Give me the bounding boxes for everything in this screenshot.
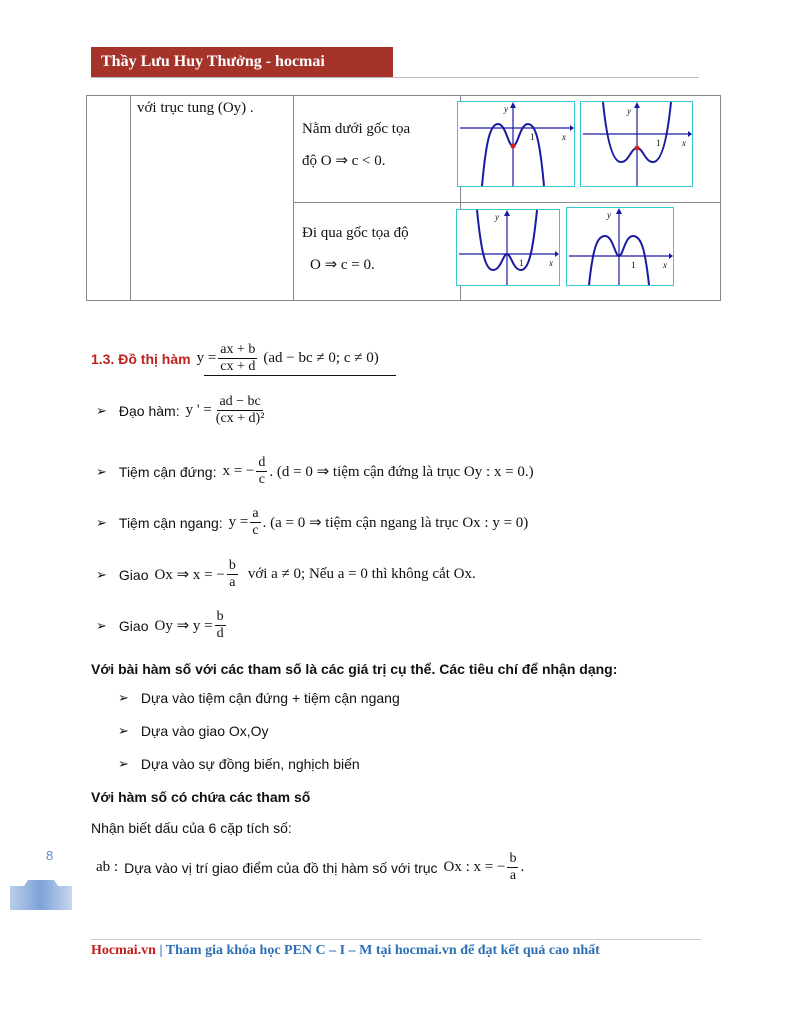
ab-text: Dựa vào vị trí giao điểm của đồ thị hàm số với trục <box>124 859 438 876</box>
graph-4 <box>566 207 674 286</box>
params-ab-line <box>96 851 524 884</box>
vertical-num: d <box>258 455 266 470</box>
graph1-one-label: 1 <box>530 132 535 142</box>
vertical-note: . (d = 0 ⇒ tiệm cận đứng là trục Oy : x = 0.) <box>269 464 534 480</box>
graph4-y-label: y <box>607 210 611 220</box>
section-title-line <box>91 342 379 375</box>
horizontal-lhs: y = <box>228 514 249 530</box>
header-divider <box>91 77 699 78</box>
vertical-lhs: x = − <box>222 463 255 479</box>
footer-brand-link[interactable]: Hocmai.vn <box>91 943 156 958</box>
ox-note: với a ≠ 0; Nếu a = 0 thì không cắt Ox. <box>247 566 476 582</box>
ox-lhs: Ox ⇒ x = − <box>154 567 225 583</box>
arrow-bullet-icon: ➢ <box>118 723 129 738</box>
specific-item-3 <box>118 756 360 772</box>
graph-3 <box>456 209 560 286</box>
ab-end: . <box>520 859 525 875</box>
table-row2-condition <box>294 203 461 301</box>
ox-den: a <box>229 575 236 590</box>
graph4-one-label: 1 <box>631 260 636 270</box>
arrow-bullet-icon: ➢ <box>96 514 107 530</box>
oy-lhs: Oy ⇒ y = <box>154 618 213 634</box>
bullet-vertical-asymptote <box>96 455 534 488</box>
section-func-fraction <box>218 342 257 375</box>
oy-den: d <box>216 626 224 641</box>
table-description-text: với trục tung <box>137 100 215 116</box>
arrow-bullet-icon: ➢ <box>118 690 129 705</box>
ab-fraction <box>507 851 518 884</box>
graph2-one-label: 1 <box>656 138 661 148</box>
graph3-one-label: 1 <box>519 258 524 268</box>
bullet-intersection-oy <box>96 609 228 642</box>
row1-line2-prefix: độ <box>302 153 317 169</box>
footer <box>91 943 600 959</box>
params-heading: Với hàm số có chứa các tham số <box>91 789 311 805</box>
horizontal-num: a <box>252 506 259 521</box>
arrow-bullet-icon: ➢ <box>96 617 107 633</box>
section-underline <box>204 375 396 376</box>
oy-num: b <box>216 609 224 624</box>
derivative-label: Đạo hàm: <box>118 402 180 419</box>
ab-den: a <box>509 868 517 883</box>
horizontal-note: . (a = 0 ⇒ tiệm cận ngang là trục Ox : y = 0) <box>262 515 529 531</box>
header-title: Thầy Lưu Huy Thưởng - hocmai <box>101 53 325 70</box>
row1-math: O ⇒ c < 0. <box>320 153 386 169</box>
graph2-y-label: y <box>627 106 631 116</box>
ox-fraction <box>227 558 238 591</box>
oy-fraction <box>215 609 226 642</box>
graph4-x-label: x <box>663 260 667 270</box>
row2-line1: Đi qua gốc tọa độ <box>302 225 409 241</box>
bullet-derivative <box>96 394 268 427</box>
section-title: 1.3. Đồ thị hàm <box>91 350 191 367</box>
graph-2 <box>580 101 693 187</box>
specific-item-2-text: Dựa vào giao Ox,Oy <box>140 723 269 739</box>
table-col-description <box>131 96 294 301</box>
horizontal-label: Tiệm cận ngang: <box>118 514 223 531</box>
ab-label: ab : <box>96 859 119 875</box>
derivative-num: ad − bc <box>219 394 261 409</box>
row2-math: O ⇒ c = 0. <box>310 257 375 273</box>
page-number: 8 <box>46 848 54 863</box>
ab-num: b <box>509 851 517 866</box>
section-func-lhs: y = <box>196 350 217 366</box>
ox-num: b <box>228 558 236 573</box>
row1-line1: Nằm dưới gốc tọa <box>302 121 411 137</box>
horizontal-fraction <box>250 506 260 539</box>
arrow-bullet-icon: ➢ <box>96 402 107 418</box>
vertical-den: c <box>258 472 265 487</box>
arrow-bullet-icon: ➢ <box>118 756 129 771</box>
bullet-intersection-ox <box>96 558 476 591</box>
oy-label: Giao <box>118 617 149 634</box>
specific-heading: Với bài hàm số với các tham số là các giá trị cụ thể. Các tiêu chí để nhận dạng: <box>91 661 618 677</box>
vertical-label: Tiệm cận đứng: <box>118 463 217 480</box>
graph-1 <box>457 101 575 187</box>
specific-item-3-text: Dựa vào sự đồng biến, nghịch biến <box>140 756 360 772</box>
horizontal-den: c <box>252 523 259 538</box>
section-func-num: ax + b <box>220 342 256 357</box>
graph3-x-label: x <box>549 258 553 268</box>
footer-separator: | <box>159 943 163 958</box>
params-intro: Nhận biết dấu của 6 cặp tích số: <box>91 820 292 836</box>
section-func-cond: (ad − bc ≠ 0; c ≠ 0) <box>263 350 379 366</box>
arrow-bullet-icon: ➢ <box>96 566 107 582</box>
graph1-y-label: y <box>504 104 508 114</box>
graph2-x-label: x <box>682 138 686 148</box>
footer-divider <box>91 939 701 940</box>
table-description-axis: (Oy) . <box>217 100 254 116</box>
bullet-horizontal-asymptote <box>96 506 528 539</box>
arrow-bullet-icon: ➢ <box>96 463 107 479</box>
specific-item-1 <box>118 690 400 706</box>
ox-label: Giao <box>118 566 149 583</box>
page-tab-decoration <box>10 880 72 910</box>
ab-lhs: Ox : x = − <box>443 859 506 875</box>
section-func-den: cx + d <box>220 359 256 374</box>
vertical-fraction <box>256 455 267 488</box>
derivative-fraction <box>214 394 267 427</box>
specific-item-1-text: Dựa vào tiệm cận đứng + tiệm cận ngang <box>140 690 400 706</box>
derivative-den: (cx + d)² <box>215 411 265 426</box>
table-row1-condition <box>294 96 461 203</box>
graph1-x-label: x <box>562 132 566 142</box>
table-col-empty <box>87 96 131 301</box>
specific-item-2 <box>118 723 269 739</box>
derivative-lhs: y ' = <box>185 402 212 418</box>
graph3-y-label: y <box>495 212 499 222</box>
footer-text: Tham gia khóa học PEN C – I – M tại hocmai.vn để đạt kết quả cao nhất <box>165 943 600 958</box>
